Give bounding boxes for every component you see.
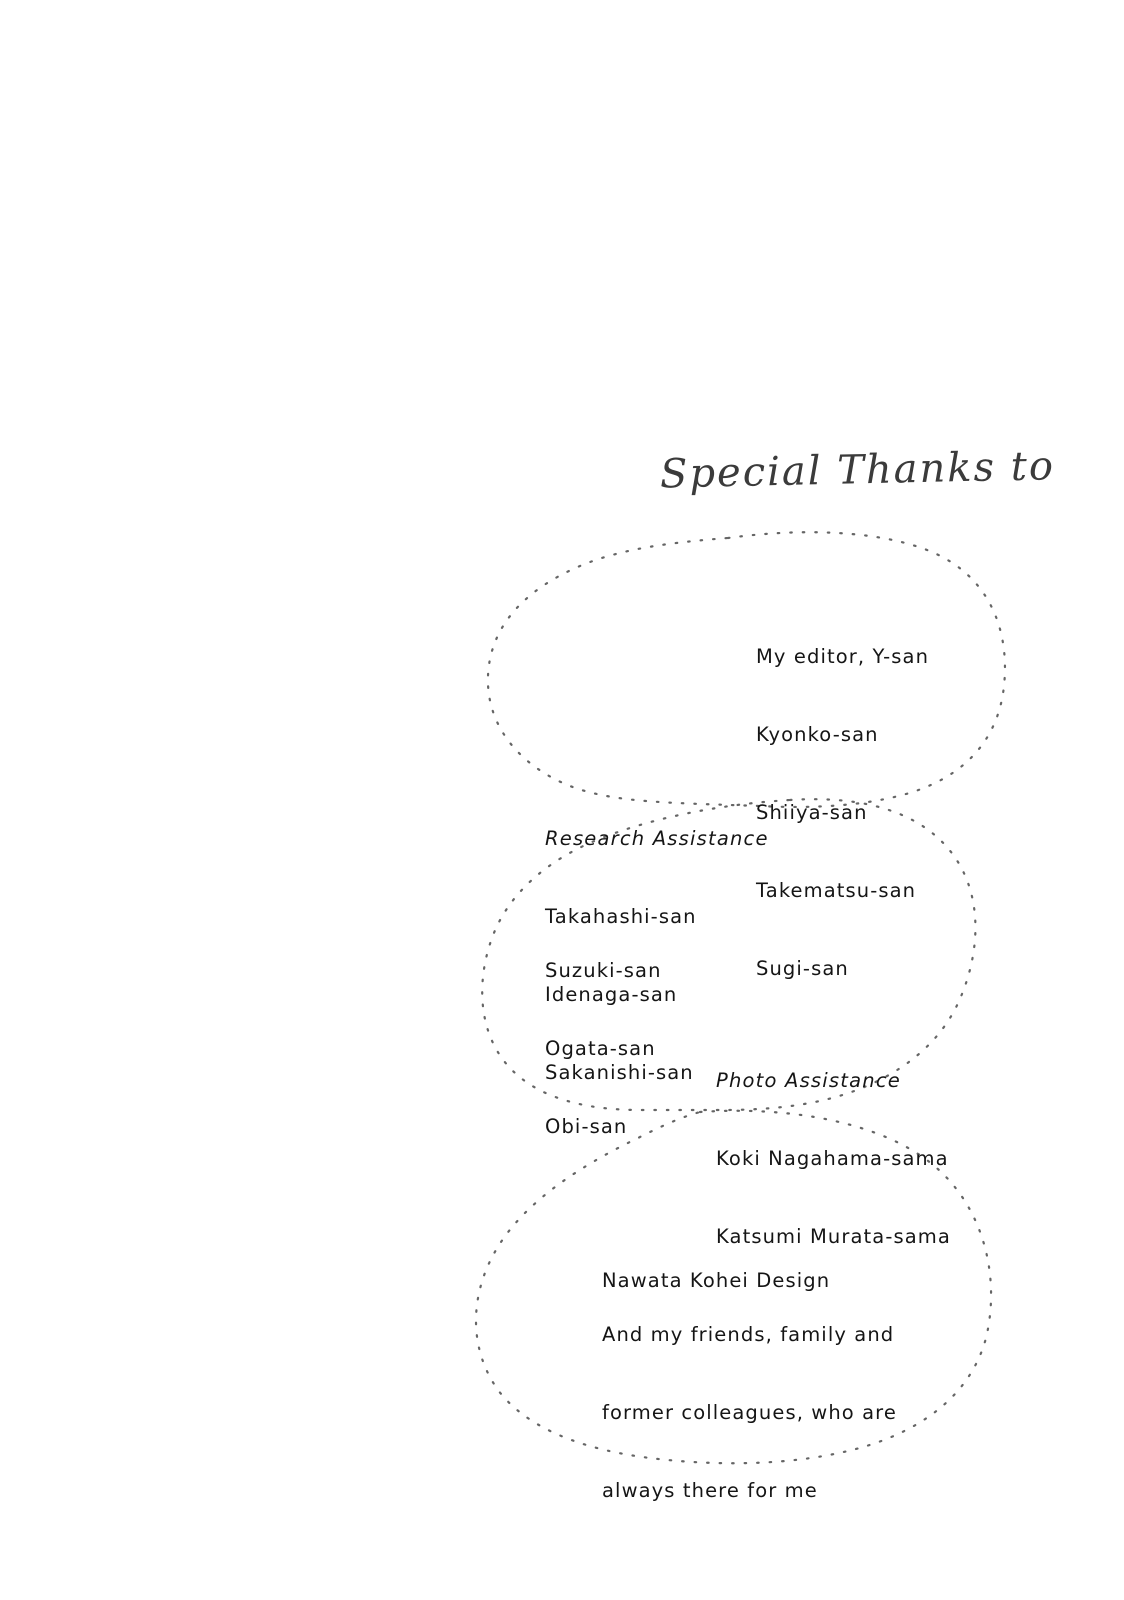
thanks-block-editor [756,592,929,1034]
list-item: Nawata Kohei Design [602,1269,831,1292]
page-title: Special Thanks to [659,443,1056,498]
list-item: Kyonko-san [756,723,879,746]
list-item: Sugi-san [756,957,849,980]
list-item: Sakanishi-san [545,1061,694,1084]
list-item: And my friends, family and [602,1323,895,1346]
list-item: Obi-san [545,1115,628,1138]
list-item: Takematsu-san [756,879,917,902]
thanks-block-second-group [545,906,662,1192]
list-item: Takahashi-san [545,905,697,928]
list-item: Ogata-san [545,1037,656,1060]
section-title-research: Research Assistance [545,827,769,850]
list-item: My editor, Y-san [756,645,930,668]
list-item: Suzuki-san [545,959,662,982]
list-item: Idenaga-san [545,983,678,1006]
list-item: Koki Nagahama-sama [716,1147,949,1170]
section-title-photo: Photo Assistance [716,1069,901,1092]
list-item: former colleagues, who are [602,1401,897,1424]
list-item: always there for me [602,1479,818,1502]
list-item: Shiiya-san [756,801,868,824]
thanks-block-friends [602,1270,897,1556]
list-item: Katsumi Murata-sama [716,1225,951,1248]
